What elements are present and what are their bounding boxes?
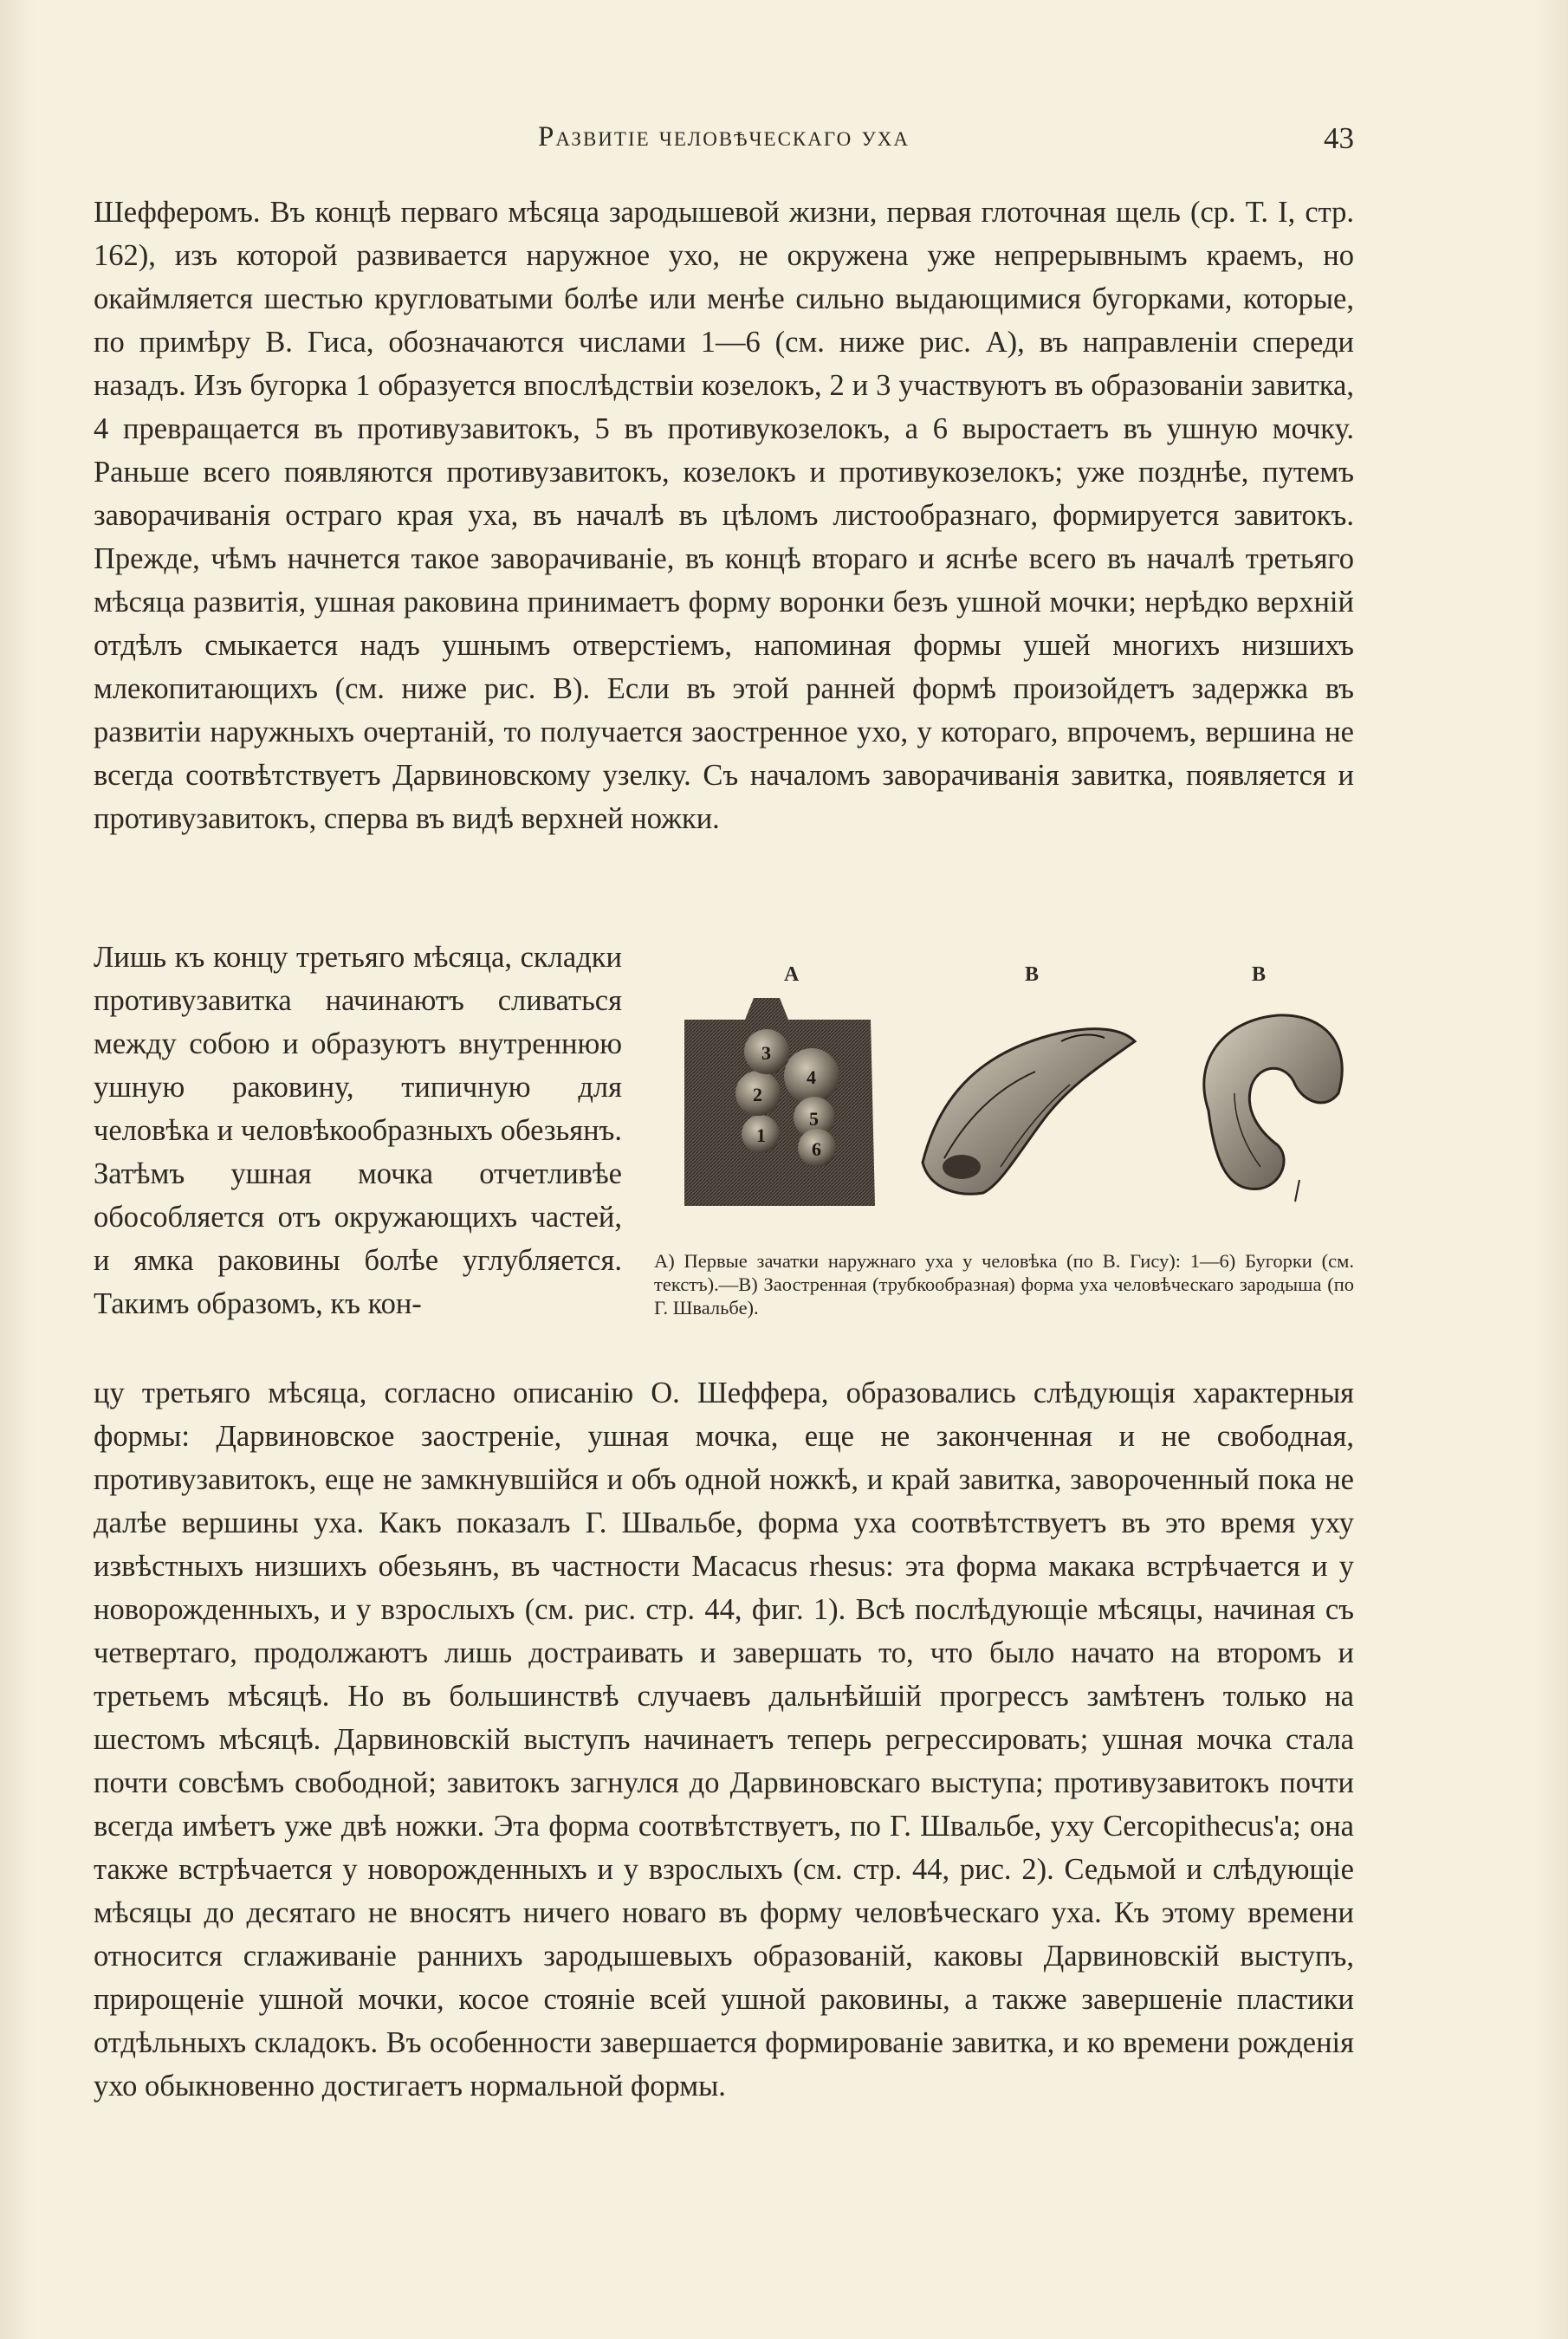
hillock-5-label: 5: [809, 1108, 819, 1130]
paragraph-top: Шефферомъ. Въ концѣ перваго мѣсяца зародышевой жизни, первая глоточная щель (ср. Т. I, стр. 162), изъ которой развивается наружное ухо, не окружена уже непрерывнымъ краемъ, но окаймляется шестью кругловатыми болѣе или менѣе сильно выдающимися бугорками, которые, по примѣру В. Гиса, обозначаются числами 1—6 (см. ниже рис. А), въ направленіи спереди назадъ. Изъ бугорка 1 образуется впослѣдствіи козелокъ, 2 и 3 участвуютъ въ образованіи завитка, 4 превращается въ противузавитокъ, 5 въ противукозелокъ, а 6 выростаетъ въ ушную мочку. Раньше всего появляются противузавитокъ, козелокъ и противукозелокъ; уже позднѣе, путемъ заворачиванія остраго края уха, въ началѣ въ цѣломъ листообразнаго, формируется завитокъ. Прежде, чѣмъ начнется такое заворачиваніе, въ концѣ втораго и яснѣе всего въ началѣ третьяго мѣсяца развитія, ушная раковина принимаетъ форму воронки безъ ушной мочки; нерѣдко верхній отдѣлъ смыкается надъ ушнымъ отверстіемъ, напоминая формы ушей многихъ низшихъ млекопитающихъ (см. ниже рис. В). Если въ этой ранней формѣ произойдетъ задержка въ развитіи наружныхъ очертаній, то получается заостренное ухо, у котораго, впрочемъ, вершина не всегда соотвѣтствуетъ Дарвиновскому узелку. Съ началомъ заворачиванія завитка, появляется и противузавитокъ, сперва въ видѣ верхней ножки.: [94, 196, 1354, 835]
running-head: Развитіе человѣческаго уха: [538, 121, 910, 152]
body-text-top: [94, 191, 1354, 936]
hillock-3-label: 3: [761, 1042, 771, 1064]
hillocks-illustration: [684, 998, 875, 1206]
label-b-first: В: [1025, 963, 1040, 986]
body-text-left-column: [94, 936, 622, 1377]
label-b-second: В: [1252, 963, 1267, 986]
hillock-6-label: 6: [812, 1138, 821, 1160]
ear-development-figure: [654, 963, 1354, 1327]
figure-caption: А) Первые зачатки наружнаго уха у человѣка (по В. Гису): 1—6) Бугорки (см. текстъ).—В) Заостренная (трубкообразная) форма уха человѣческаго зародыша (по Г. Швальбе).: [654, 1250, 1354, 1319]
page-header: [94, 121, 1354, 165]
pointed-ear-illustration: [923, 1029, 1135, 1195]
body-text-bottom: [94, 1371, 1354, 2186]
tubular-ear-illustration: [1204, 1015, 1342, 1202]
page-number: 43: [1324, 121, 1354, 155]
hillock-4-label: 4: [807, 1066, 816, 1088]
label-a: А: [784, 963, 800, 986]
hillock-2-label: 2: [753, 1084, 762, 1105]
paragraph-left: Лишь къ концу третьяго мѣсяца, складки противузавитка начинаютъ сливаться между собою и образуютъ внутреннюю ушную раковину, типичную для человѣка и человѣкообразныхъ обезьянъ. Затѣмъ ушная мочка отчетливѣе обособляется отъ окружающихъ частей, и ямка раковины болѣе углубляется. Такимъ образомъ, къ кон-: [94, 941, 622, 1320]
figure-illustrations: [654, 981, 1354, 1258]
hillock-1-label: 1: [756, 1124, 766, 1146]
paragraph-bottom: цу третьяго мѣсяца, согласно описанію О. Шеффера, образовались слѣдующія характерныя формы: Дарвиновское заостреніе, ушная мочка, еще не законченная и не свободная, противузавитокъ, еще не замкнувшійся и объ одной ножкѣ, и край завитка, завороченный пока не далѣе вершины уха. Какъ показалъ Г. Швальбе, форма уха соотвѣтствуетъ въ это время уху извѣстныхъ низшихъ обезьянъ, въ частности Macacus rhesus: эта форма макака встрѣчается и у новорожденныхъ, и у взрослыхъ (см. рис. стр. 44, фиг. 1). Всѣ послѣдующіе мѣсяцы, начиная съ четвертаго, продолжаютъ лишь достраивать и завершать то, что было начато на второмъ и третьемъ мѣсяцѣ. Но въ большинствѣ случаевъ дальнѣйшій прогрессъ замѣтенъ только на шестомъ мѣсяцѣ. Дарвиновскій выступъ начинаетъ теперь регрессировать; ушная мочка стала почти совсѣмъ свободной; завитокъ загнулся до Дарвиновскаго выступа; противузавитокъ почти всегда имѣетъ уже двѣ ножки. Эта форма соотвѣтствуетъ, по Г. Швальбе, уху Cercopithecus'а; она также встрѣчается у новорожденныхъ и у взрослыхъ (см. стр. 44, рис. 2). Седьмой и слѣдующіе мѣсяцы до десятаго не вносятъ ничего новаго въ форму человѣческаго уха. Къ этому времени относится сглаживаніе раннихъ зародышевыхъ образованій, каковы Дарвиновскій выступъ, прирощеніе ушной мочки, косое стояніе всей ушной раковины, а также завершеніе пластики отдѣльныхъ складокъ. Въ особенности завершается формированіе завитка, и ко времени рожденія ухо обыкновенно достигаетъ нормальной формы.: [94, 1377, 1354, 2103]
